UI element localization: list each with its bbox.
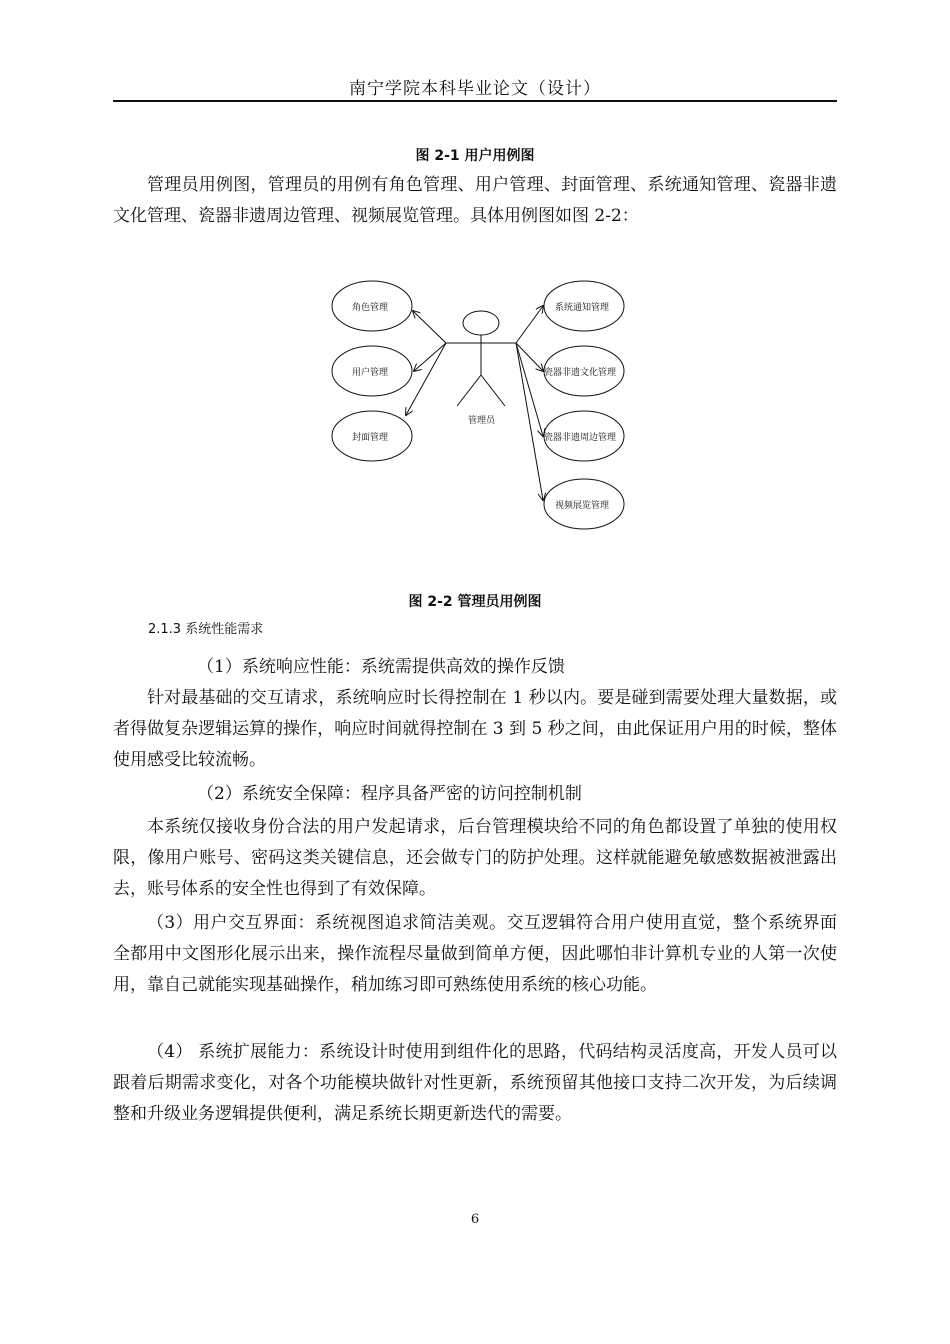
item-1-body: 针对最基础的交互请求，系统响应时长得控制在 1 秒以内。要是碰到需要处理大量数据，或者得做复杂逻辑运算的操作，响应时间就得控制在 3 到 5 秒之间，由此保证用户用的时候，整体使用感受比较流畅。 (113, 688, 837, 770)
admin-use-case-diagram (328, 278, 628, 530)
actor-label: 管理员 (468, 416, 496, 426)
item-2-body: 本系统仅接收身份合法的用户发起请求，后台管理模块给不同的角色都设置了单独的使用权限，像用户账号、密码这类关键信息，还会做专门的防护处理。这样就能避免敏感数据被泄露出去，账号体系的安全性也得到了有效保障。 (113, 817, 837, 899)
intro-paragraph: 管理员用例图，管理员的用例有角色管理、用户管理、封面管理、系统通知管理、瓷器非遗文化管理、瓷器非遗周边管理、视频展览管理。具体用例图如图 2-2： (113, 175, 837, 226)
svg-text:视频展览管理: 视频展览管理 (555, 501, 610, 511)
figure-2-2-caption: 图 2-2 管理员用例图 (408, 594, 542, 610)
running-header: 南宁学院本科毕业论文（设计） (349, 79, 601, 99)
use-case-system-notice-management (544, 281, 624, 331)
use-case-role-management (332, 281, 412, 331)
actor-stick-figure (446, 311, 516, 406)
item-4-paragraph: （4） 系统扩展能力：系统设计时使用到组件化的思路，代码结构灵活度高，开发人员可以跟着后期需求变化，对各个功能模块做针对性更新，系统预留其他接口支持二次开发，为后续调整和升级业务逻辑提供便利，满足系统长期更新迭代的需要。 (113, 1042, 837, 1124)
use-case-cover-management (332, 411, 412, 461)
header-divider (113, 100, 837, 102)
association-arrows (406, 306, 543, 500)
svg-text:封面管理: 封面管理 (352, 433, 389, 443)
use-case-user-management (332, 346, 412, 396)
svg-text:用户管理: 用户管理 (352, 368, 389, 378)
svg-text:系统通知管理: 系统通知管理 (555, 303, 610, 313)
use-case-porcelain-merch-management (544, 411, 624, 461)
item-3-paragraph: （3）用户交互界面：系统视图追求简洁美观。交互逻辑符合用户使用直觉，整个系统界面全都用中文图形化展示出来，操作流程尽量做到简单方便，因此哪怕非计算机专业的人第一次使用，靠自己就能实现基础操作，稍加练习即可熟练使用系统的核心功能。 (113, 913, 837, 995)
use-case-video-exhibition-management (544, 479, 624, 529)
item-2-title: （2）系统安全保障：程序具备严密的访问控制机制 (197, 784, 582, 804)
svg-text:角色管理: 角色管理 (352, 303, 389, 313)
section-heading: 2.1.3 系统性能需求 (148, 622, 264, 637)
figure-2-1-caption: 图 2-1 用户用例图 (415, 148, 535, 164)
page-number: 6 (470, 1212, 480, 1227)
use-case-porcelain-culture-management (544, 346, 624, 396)
item-1-title: （1）系统响应性能：系统需提供高效的操作反馈 (197, 657, 565, 677)
svg-text:瓷器非遗周边管理: 瓷器非遗周边管理 (544, 433, 617, 443)
svg-text:瓷器非遗文化管理: 瓷器非遗文化管理 (544, 368, 617, 378)
